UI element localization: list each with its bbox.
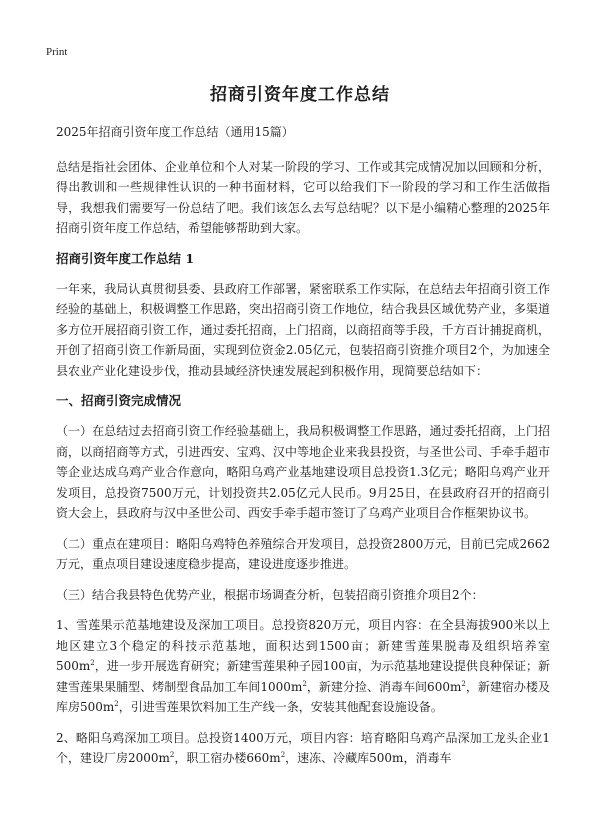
paragraph: 2、略阳乌鸡深加工项目。总投资1400万元，项目内容：培育略阳乌鸡产品深加工龙头企业1个，建设厂房$2000m^2$，职工宿办楼$660m^2$，速冻、冷藏库500m，消毒车 bbox=[56, 730, 550, 765]
intro-paragraph: 总结是指社会团体、企业单位和个人对某一阶段的学习、工作或其完成情况加以回顾和分析，得出教训和一些规律性认识的一种书面材料，它可以给我们下一阶段的学习和工作生活做指导，我想我们需要写一份总结了吧。我们该怎么去写总结呢？以下是小编精心整理的2025年招商引资年度工作总结，希望能够帮助到大家。 bbox=[56, 159, 550, 235]
page-title: 招商引资年度工作总结 bbox=[210, 85, 390, 105]
paragraph: 1、雪莲果示范基地建设及深加工项目。总投资820万元，项目内容：在全县海拔900米以上地区建立3个稳定的科技示范基地，面积达到1500亩；新建雪莲果脱毒及组织培养室$500m^2$，进一步开展选育研究；新建雪莲果种子园100亩，为示范基地建设提供良种保证；新建雪莲果果脯型、烤制型食品加工车间$1000m^2$，新建分捡、消毒车间$600m^2$，新建宿办楼及库房$500m^2$，引进雪莲果饮料加工生产线一条，安装其他配套设施设备。 bbox=[56, 618, 550, 714]
paragraph: （一）在总结过去招商引资工作经验基础上，我局积极调整工作思路，通过委托招商，上门招商，以商招商等方式，引进西安、宝鸡、汉中等地企业来我县投资，与圣世公司、手牵手超市等企业达成乌鸡产业合作意向，略阳乌鸡产业基地建设项目总投资1.3亿元；略阳乌鸡产业开发项目，总投资7500万元，计划投资共2.05亿元人民币。9月25日，在县政府召开的招商引资大会上，县政府与汉中圣世公司、西安手牵手超市签订了乌鸡产业项目合作框架协议书。 bbox=[56, 424, 550, 520]
print-link[interactable]: Print bbox=[46, 46, 68, 58]
section-heading-1: 招商引资年度工作总结 1 bbox=[56, 250, 195, 266]
section-heading-completion: 一、招商引资完成情况 bbox=[56, 393, 182, 408]
subtitle: 2025年招商引资年度工作总结（通用15篇） bbox=[56, 125, 294, 139]
paragraph: 一年来，我局认真贯彻县委、县政府工作部署，紧密联系工作实际，在总结去年招商引资工作经验的基础上，积极调整工作思路，突出招商引资工作地位，结合我县区域优势产业，多渠道多方位开展招商引资工作，通过委托招商，上门招商，以商招商等手段，千方百计捕捉商机，开创了招商引资工作新局面，实现到位资金2.05亿元，包装招商引资推介项目2个，为加速全县农业产业化建设步伐，推动县域经济快速发展起到积极作用，现简要总结如下： bbox=[56, 281, 550, 378]
article-body bbox=[56, 122, 550, 779]
paragraph: （三）结合我县特色优势产业，根据市场调查分析，包装招商引资推介项目2个： bbox=[56, 587, 484, 602]
paragraph: （二）重点在建项目：略阳乌鸡特色养殖综合开发项目，总投资2800万元，目前已完成2662万元，重点项目建设速度稳步提高，建设进度逐步推进。 bbox=[56, 536, 550, 571]
